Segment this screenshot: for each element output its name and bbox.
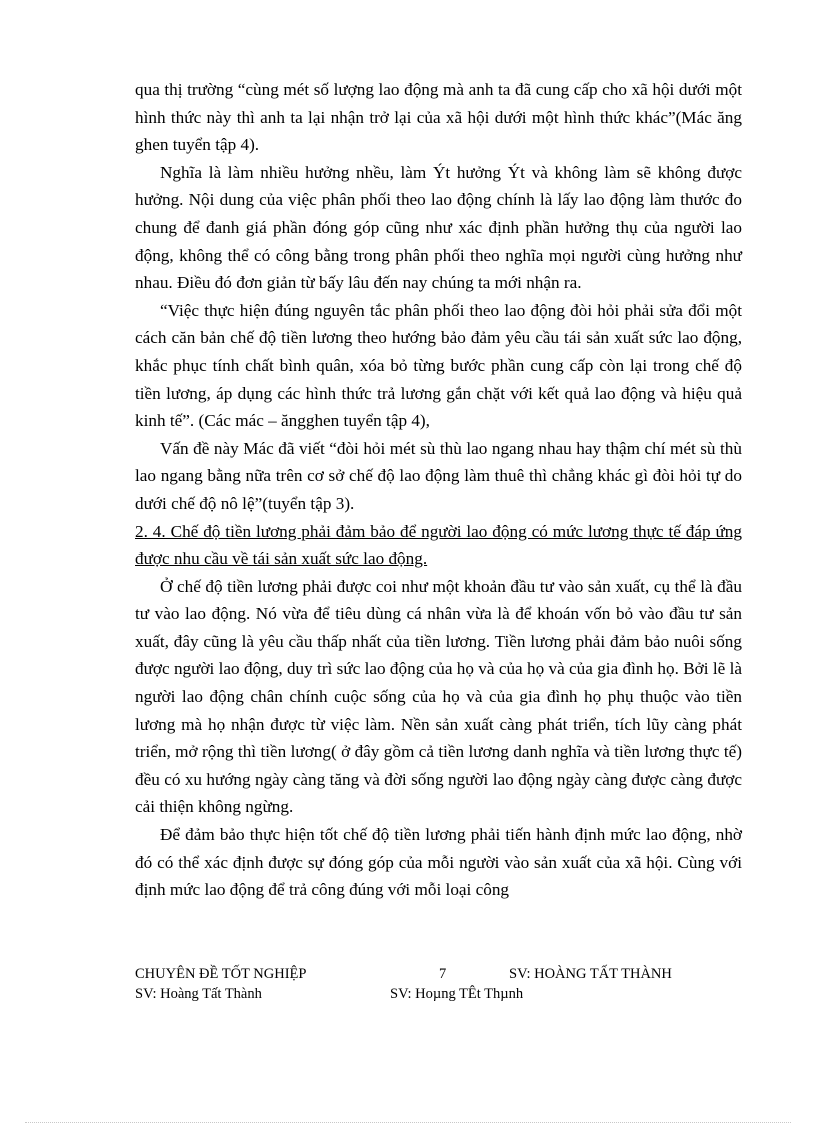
footer-author: SV: HOÀNG TẤT THÀNH xyxy=(509,966,672,982)
page-number: 7 xyxy=(439,966,447,982)
section-heading: 2. 4. Chế độ tiền lương phải đảm bảo để người lao động có mức lương thực tế đáp ứng được nhu cầu về tái sản xuất sức lao động. xyxy=(135,521,742,569)
paragraph-2: Nghĩa là làm nhiều hưởng nhều, làm Ýt hưởng Ýt và không làm sẽ không được hưởng. Nội dung của việc phân phối theo lao động chính là lấy lao động làm thước đo chung để đanh giá phần đóng góp cũng như xác định phần hưởng thụ của người lao động, không thể có công bằng trong phân phối theo nghĩa mọi người cùng hưởng như nhau. Điều đó đơn giản từ bấy lâu đến nay chúng ta mới nhận ra. xyxy=(135,162,742,293)
footer-author-name-garbled: SV: Hoµng TÊt Thµnh xyxy=(390,986,524,1002)
footer-title: CHUYÊN ĐỀ TỐT NGHIỆP xyxy=(135,966,307,982)
page-body xyxy=(135,76,742,904)
paragraph-6: Để đảm bảo thực hiện tốt chế độ tiền lương phải tiến hành định mức lao động, nhờ đó có thể xác định được sự đóng góp của mỗi người vào sản xuất của xã hội. Cùng với định mức lao động để trả công đúng với mỗi loại công xyxy=(135,825,742,900)
footer-author-name: SV: Hoàng Tất Thành xyxy=(135,986,262,1002)
paragraph-1: qua thị trường “cùng mét số lượng lao động mà anh ta đã cung cấp cho xã hội dưới một hình thức này thì anh ta lại nhận trở lại của xã hội dưới một hình thức khác”(Mác ăng ghen tuyển tập 4). xyxy=(135,80,742,155)
paragraph-4: Vấn đề này Mác đã viết “đòi hỏi mét sù thù lao ngang nhau hay thậm chí mét sù thù lao ngang bằng nữa trên cơ sở chế độ lao động làm thuê thì chẳng khác gì đòi hỏi tự do dưới chế độ nô lệ”(tuyển tập 3). xyxy=(135,438,742,513)
paragraph-5: Ở chế độ tiền lương phải được coi như một khoản đầu tư vào sản xuất, cụ thể là đầu tư vào lao động. Nó vừa để tiêu dùng cá nhân vừa là để khoán vốn bỏ vào đầu tư sản xuất, đây cũng là yêu cầu thấp nhất của tiền lương. Tiền lương phải đảm bảo nuôi sống được người lao động, duy trì sức lao động của họ và của họ và của gia đình họ. Bởi lẽ là người lao động chân chính cuộc sống của họ và của gia đình họ phụ thuộc vào tiền lương mà họ nhận được từ việc làm. Nền sản xuất càng phát triển, tích lũy càng phát triển, mở rộng thì tiền lương( ở đây gồm cả tiền lương danh nghĩa và tiền lương thực tế) đều có xu hướng ngày càng tăng và đời sống người lao động ngày càng được càng được cải thiện không ngừng. xyxy=(135,576,742,817)
paragraph-3: “Việc thực hiện đúng nguyên tắc phân phối theo lao động đòi hỏi phải sửa đổi một cách căn bản chế độ tiền lương theo hướng bảo đảm yêu cầu tái sản xuất sức lao động, khắc phục tính chất bình quân, xóa bỏ từng bước phần cung cấp còn lại trong chế độ tiền lương, áp dụng các hình thức trả lương gắn chặt với kết quả lao động và hiệu quả kinh tế”. (Các mác – ăngghen tuyển tập 4), xyxy=(135,300,742,431)
